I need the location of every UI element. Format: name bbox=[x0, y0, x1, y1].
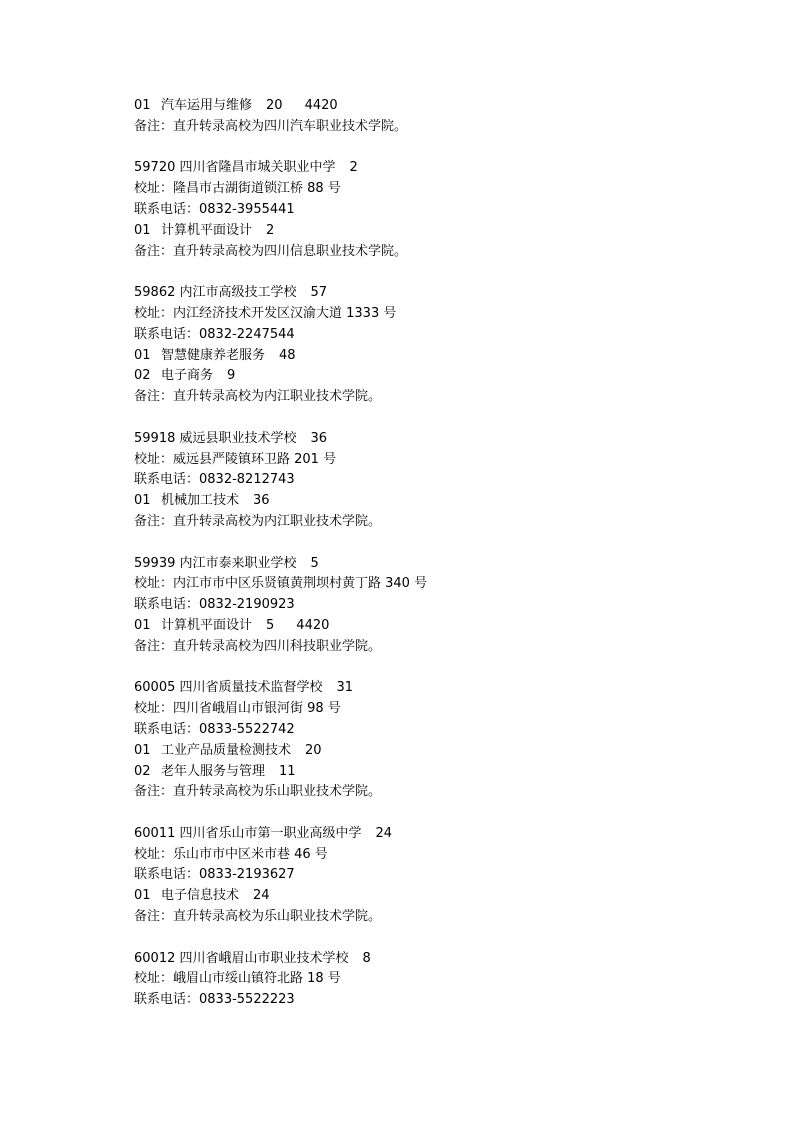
school-entry bbox=[134, 158, 734, 262]
school-name: 59720 四川省隆昌市城关职业中学 bbox=[134, 160, 336, 176]
major-name: 汽车运用与维修 bbox=[161, 98, 253, 113]
major-name: 工业产品质量检测技术 bbox=[161, 742, 292, 758]
school-header bbox=[134, 283, 734, 304]
note-line: 备注：直升转录高校为四川信息职业技术学院。 bbox=[134, 243, 408, 259]
major-code: 01 bbox=[134, 493, 151, 509]
school-header bbox=[134, 158, 734, 179]
school-entry bbox=[134, 554, 734, 658]
major-line bbox=[134, 346, 734, 367]
school-entry bbox=[134, 949, 734, 1011]
school-header bbox=[134, 554, 734, 575]
school-name: 60012 四川省峨眉山市职业技术学校 bbox=[134, 950, 349, 966]
school-total: 2 bbox=[349, 160, 358, 176]
major-count: 2 bbox=[266, 222, 275, 238]
major-extra: 4420 bbox=[304, 98, 338, 113]
major-code: 01 bbox=[134, 347, 151, 363]
major-code: 01 bbox=[134, 742, 151, 758]
school-total: 8 bbox=[362, 950, 371, 966]
school-total: 57 bbox=[310, 285, 328, 301]
school-entry bbox=[134, 678, 734, 803]
school-phone: 联系电话：0833-2193627 bbox=[134, 867, 295, 883]
school-address: 校址：内江市市中区乐贤镇黄荆坝村黄丁路 340 号 bbox=[134, 576, 428, 592]
major-extra: 4420 bbox=[296, 617, 330, 633]
major-name: 智慧健康养老服务 bbox=[161, 347, 266, 363]
school-phone: 联系电话：0833-5522223 bbox=[134, 992, 295, 1008]
major-code: 02 bbox=[134, 763, 151, 779]
major-count: 9 bbox=[227, 368, 236, 384]
major-name: 计算机平面设计 bbox=[161, 222, 253, 238]
school-phone: 联系电话：0832-8212743 bbox=[134, 472, 295, 488]
school-entry bbox=[134, 429, 734, 533]
major-line bbox=[134, 886, 734, 907]
school-name: 59939 内江市泰来职业学校 bbox=[134, 555, 297, 571]
major-name: 机械加工技术 bbox=[161, 493, 240, 509]
major-count: 24 bbox=[253, 888, 270, 904]
school-address: 校址：内江经济技术开发区汉渝大道 1333 号 bbox=[134, 305, 397, 321]
note-line: 备注：直升转录高校为四川科技职业学院。 bbox=[134, 638, 382, 654]
note-line: 备注：直升转录高校为内江职业技术学院。 bbox=[134, 389, 382, 405]
major-count: 11 bbox=[279, 763, 296, 779]
major-code: 01 bbox=[134, 888, 151, 904]
major-line bbox=[134, 616, 734, 637]
note-line: 备注：直升转录高校为乐山职业技术学院。 bbox=[134, 784, 382, 800]
school-phone: 联系电话：0832-3955441 bbox=[134, 201, 295, 217]
major-name: 电子商务 bbox=[161, 368, 214, 384]
major-code: 01 bbox=[134, 617, 151, 633]
school-name: 59918 威远县职业技术学校 bbox=[134, 430, 297, 446]
school-total: 31 bbox=[336, 680, 354, 696]
school-header bbox=[134, 824, 734, 845]
major-code: 01 bbox=[134, 222, 151, 238]
major-code: 01 bbox=[134, 98, 151, 113]
major-name: 计算机平面设计 bbox=[161, 617, 253, 633]
document-content bbox=[134, 96, 734, 1011]
major-count: 20 bbox=[266, 98, 283, 113]
school-total: 36 bbox=[310, 430, 328, 446]
major-code: 02 bbox=[134, 368, 151, 384]
major-line bbox=[134, 96, 734, 117]
note-line: 备注：直升转录高校为四川汽车职业技术学院。 bbox=[134, 118, 408, 134]
school-address: 校址：峨眉山市绥山镇符北路 18 号 bbox=[134, 971, 341, 987]
note-line: 备注：直升转录高校为内江职业技术学院。 bbox=[134, 513, 382, 529]
school-address: 校址：乐山市市中区米市巷 46 号 bbox=[134, 846, 328, 862]
school-address: 校址：隆昌市古湖街道锁江桥 88 号 bbox=[134, 181, 341, 197]
school-header bbox=[134, 429, 734, 450]
school-address: 校址：四川省峨眉山市银河街 98 号 bbox=[134, 701, 341, 717]
school-address: 校址：威远县严陵镇环卫路 201 号 bbox=[134, 451, 337, 467]
school-total: 5 bbox=[310, 555, 319, 571]
school-entry bbox=[134, 824, 734, 928]
school-phone: 联系电话：0832-2247544 bbox=[134, 326, 295, 342]
school-name: 60005 四川省质量技术监督学校 bbox=[134, 680, 323, 696]
school-name: 59862 内江市高级技工学校 bbox=[134, 285, 297, 301]
major-count: 36 bbox=[253, 493, 270, 509]
school-phone: 联系电话：0833-5522742 bbox=[134, 721, 295, 737]
major-count: 20 bbox=[305, 742, 322, 758]
major-line bbox=[134, 366, 734, 387]
major-count: 5 bbox=[266, 617, 275, 633]
major-line bbox=[134, 491, 734, 512]
school-entry bbox=[134, 283, 734, 408]
school-header bbox=[134, 949, 734, 970]
major-line bbox=[134, 221, 734, 242]
school-phone: 联系电话：0832-2190923 bbox=[134, 597, 295, 613]
school-header bbox=[134, 678, 734, 699]
major-count: 48 bbox=[279, 347, 296, 363]
school-name: 60011 四川省乐山市第一职业高级中学 bbox=[134, 825, 362, 841]
major-line bbox=[134, 741, 734, 762]
major-name: 电子信息技术 bbox=[161, 888, 240, 904]
note-line: 备注：直升转录高校为乐山职业技术学院。 bbox=[134, 909, 382, 925]
major-name: 老年人服务与管理 bbox=[161, 763, 266, 779]
school-total: 24 bbox=[375, 825, 393, 841]
major-line bbox=[134, 762, 734, 783]
